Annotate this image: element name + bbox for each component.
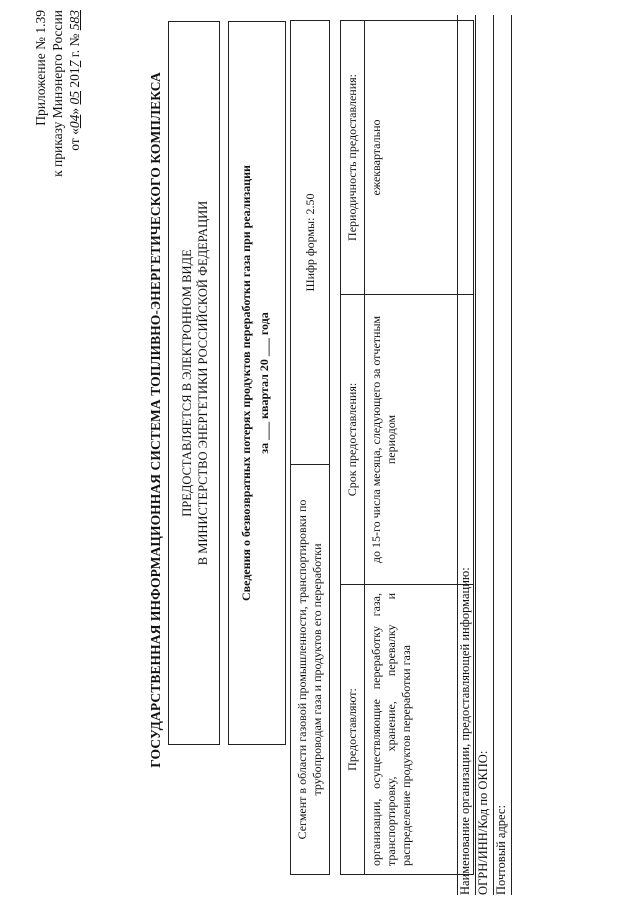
table-spacer (330, 20, 341, 874)
footer-block (440, 15, 512, 895)
footer-top-rule (440, 15, 458, 895)
report-title-line-1: Сведения о безвозвратных потерях продуктов переработки газа при реализации (239, 165, 253, 601)
submitters-value: организации, осуществляющие переработку газа, транспортировку, хранение, перевалку и распределение продуктов переработки газа (365, 585, 474, 875)
org-name-field: Наименование организации, предоставляющей информацию: (458, 15, 476, 895)
handwritten-day: 04 (67, 114, 82, 129)
provided-box (168, 21, 220, 745)
provided-line-1: ПРЕДОСТАВЛЯЕТСЯ В ЭЛЕКТРОННОМ ВИДЕ (180, 249, 194, 517)
periodicity-value: ежеквартально (365, 20, 474, 294)
submitters-header: Предоставляют: (341, 585, 365, 875)
address-field: Почтовый адрес: (494, 15, 512, 895)
deadline-header: Срок предоставления: (341, 295, 365, 585)
main-title: ГОСУДАРСТВЕННАЯ ИНФОРМАЦИОННАЯ СИСТЕМА ТОПЛИВНО-ЭНЕРГЕТИЧЕСКОГО КОМПЛЕКСА (148, 72, 163, 768)
handwritten-number: 583 (67, 10, 82, 31)
appendix-order-line: к приказу Минэнерго России (50, 10, 65, 177)
report-title-box (228, 21, 286, 745)
form-code-cell: Шифр формы: 2.50 (291, 20, 330, 464)
appendix-block (32, 10, 83, 185)
handwritten-month: 05 (67, 91, 82, 105)
report-period-line: за ___ квартал 20 ___ года (257, 312, 271, 454)
ogrn-field: ОГРН/ИНН/Код по ОКПО: (476, 15, 494, 895)
appendix-date-line: от «04» 05 2017 г. № 583 (67, 10, 82, 151)
segment-cell: Сегмент в области газовой промышленности, транспортировки по трубопроводам газа и продуктов его переработки (291, 465, 330, 875)
periodicity-header: Периодичность предоставления: (341, 20, 365, 294)
deadline-value: до 15-го числа месяца, следующего за отчетным периодом (365, 295, 474, 585)
appendix-title: Приложение № 1.39 (33, 10, 48, 126)
handwritten-year: 7 (67, 60, 82, 68)
provided-line-2: В МИНИСТЕРСТВО ЭНЕРГЕТИКИ РОССИЙСКОЙ ФЕДЕРАЦИИ (196, 200, 210, 566)
